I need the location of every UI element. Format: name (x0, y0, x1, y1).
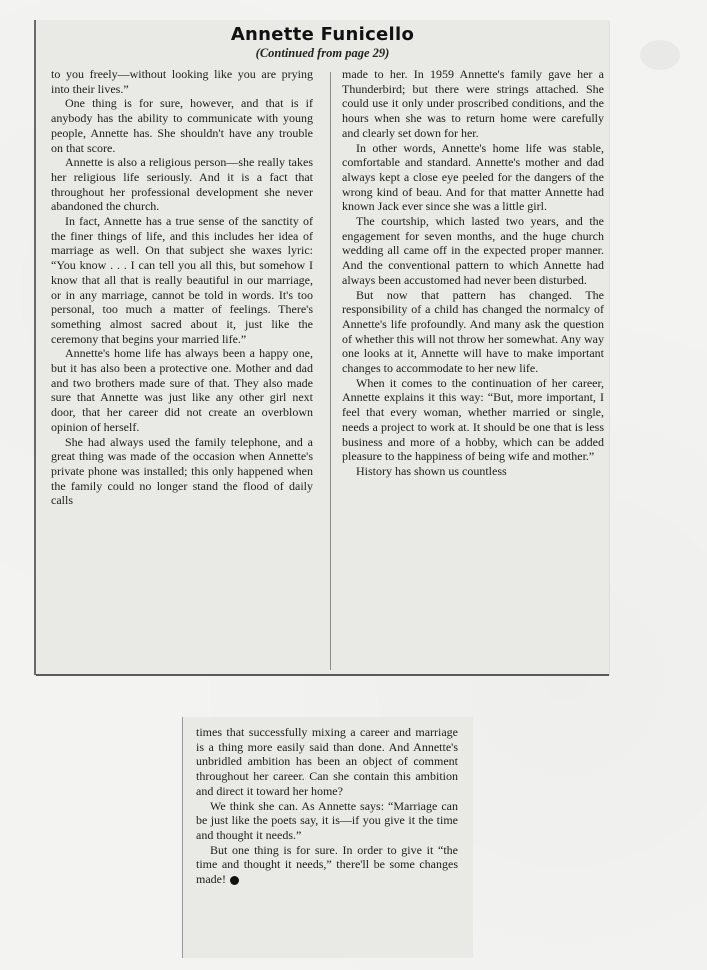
paragraph: to you freely—without looking like you are prying into their lives.” (51, 67, 313, 96)
paragraph: In fact, Annette has a true sense of the sanctity of the finer things of life, and this includes her idea of marriage as well. On that subject she waxes lyric: “You know . . . I can tell you all this, but somehow I know that all that is really beautiful in our marriage, or in any marriage, cannot be told in words. It's too personal, too much a matter of feelings. There's something almost sacred about it, just like the ceremony that begins your married life.” (51, 214, 313, 346)
paragraph: But now that pattern has changed. The responsibility of a child has changed the normalcy of Annette's life profoundly. And many ask the question of whether this will not throw her somewhat. Any way one looks at it, Annette will have to make important changes to accommodate to her new life. (342, 287, 604, 376)
paragraph: In other words, Annette's home life was stable, comfortable and standard. Annette's mother and dad always kept a close eye peeled for the dangers of the wrong kind of beau. And for that matter Annette had known Jack ever since she was a little girl. (342, 140, 604, 214)
paragraph: Annette's home life has always been a happy one, but it has also been a protective one. Mother and dad and two brothers made sure of that. They also made sure that Annette was just like any other girl next door, that her career did not create an overblown opinion of herself. (51, 346, 313, 434)
continuation-column (196, 725, 458, 887)
paragraph: One thing is for sure, however, and that is if anybody has the ability to communicate with young people, Annette has. She shouldn't have any trouble on that score. (51, 96, 313, 155)
final-paragraph (196, 843, 458, 887)
end-mark-icon (230, 876, 239, 885)
paragraph: History has shown us countless (356, 463, 507, 478)
paragraph: She had always used the family telephone, and a great thing was made of the occasion when Annette's private phone was installed; this only happened when the family could no longer stand the flood of daily calls (51, 434, 313, 508)
paragraph: We think she can. As Annette says: “Marriage can be just like the poets say, it is—if you give it the time and thought it needs.” (196, 798, 458, 842)
article-headline: Annette Funicello (230, 24, 415, 45)
paragraph: Annette is also a religious person—she really takes her religious life seriously. And it is a fact that throughout her professional development she never abandoned the church. (51, 155, 313, 214)
paragraph: The courtship, which lasted two years, and the engagement for seven months, and the huge church wedding all came off in the expected proper manner. And the conventional pattern to which Annette had always been accustomed had never been disturbed. (342, 214, 604, 287)
paragraph-text: But one thing is for sure. In order to give it “the time and thought it needs,” there'll be some changes made! (196, 842, 458, 887)
column-divider (330, 72, 331, 670)
paragraph: When it comes to the continuation of her career, Annette explains it this way: “But, more important, I feel that every woman, whether married or single, needs a project to work at. It should be one that is less business and more of a hobby, which can be added pleasure to the happiness of being wife and mother.” (342, 375, 604, 464)
paragraph: times that successfully mixing a career and marriage is a thing more easily said than done. And Annette's unbridled ambition has been an object of comment throughout her career. Can she contain this ambition and direct it toward her home? (196, 725, 458, 798)
paragraph: made to her. In 1959 Annette's family gave her a Thunderbird; but there were strings attached. She could use it only under proscribed conditions, and the hours when she was to return home were carefully and clearly set down for her. (342, 67, 604, 140)
continued-from-line: (Continued from page 29) (255, 46, 390, 60)
main-clipping (34, 20, 609, 675)
left-column (51, 67, 313, 508)
continuation-clipping (182, 717, 473, 958)
paper-smudge (640, 40, 680, 70)
right-column (342, 67, 604, 479)
